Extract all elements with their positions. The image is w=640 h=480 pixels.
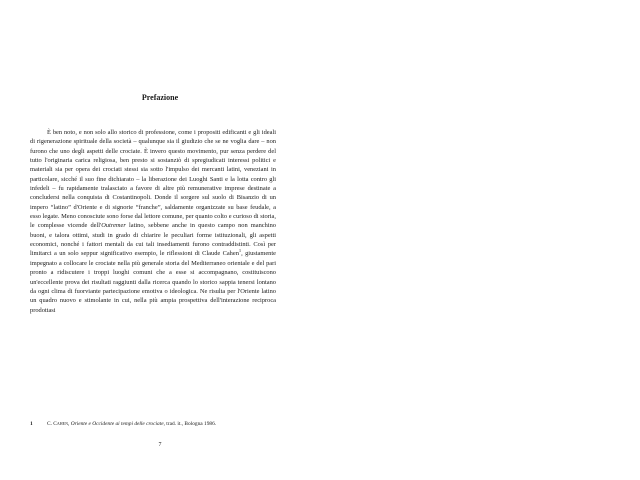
- body-text: [30, 128, 276, 315]
- body-text-part-2: latino, sebbene anche in questo campo non manchino buoni, e talora ottimi, studi in grado di chiarire le peculiari forme istituzionali, gli aspetti economici, nonché i fattori mentali da cui tali insediamenti furono contraddistinti. Così per limitarci a un solo seppur significativo esempio, le riflessioni di Claude Cahen: [30, 222, 276, 258]
- footnote: 1 C. Cahen, Oriente e Occidente ai tempi delle crociate, trad. it., Bologna 1986.: [30, 421, 217, 427]
- body-text-part-1: È ben noto, e non solo allo storico di professione, come i propositi edificanti e gli ideali di rigenerazione spirituale della società – qualunque sia il giudizio che se ne voglia dare – non furono che uno degli aspetti delle crociate. È invero questo movimento, pur senza perdere del tutto l'originaria carica religiosa, ben presto si sostanziò di spregiudicati interessi politici e materiali sia per opera dei crociati stessi sia sotto l'impulso dei mercanti latini, veneziani in particolare, sicché il suo fine dichiarato – la liberazione dei Luoghi Santi e la lotta contro gli infedeli – fu rapidamente tralasciato a favore di altre più remunerative imprese destinate a concludersi nella conquista di Costantinopoli. Donde il sorgere sul suolo di Bisanzio di un impero “latino” d'Oriente e di signorie “franche”, saldamente organizzate su base feudale, a esso legate. Meno conosciute sono forse dal lettore comune, per quanto colto e curioso di storia, le complesse vicende dell': [30, 129, 276, 230]
- body-text-part-3: , giustamente impegnato a collocare le crociate nella più generale storia del Mediterraneo orientale e del pari pronto a ridiscutere i troppi luoghi comuni che a esse si accompagnano, costituiscono un'eccellente prova dei risultati raggiunti dalla ricerca quando lo storico sappia tenersi lontano da ogni clima di fuorviante partecipazione emotiva o ideologica. Ne risulta per l'Oriente latino un quadro nuovo e stimolante in cui, nella più ampia prospettiva dell'interazione reciproca prodottasi: [30, 250, 276, 314]
- body-paragraph: [30, 128, 276, 315]
- page-number: 7: [158, 442, 162, 448]
- footnote-details: , trad. it., Bologna 1986.: [163, 421, 217, 427]
- chapter-heading: Prefazione: [141, 93, 179, 102]
- footnote-reference: 1: [238, 248, 242, 254]
- footnote-title: Oriente e Occidente ai tempi delle crociate: [70, 421, 164, 427]
- footnote-number: 1: [30, 421, 33, 427]
- italic-term: Outremer: [101, 222, 126, 230]
- footnote-author: C. Cahen: [47, 421, 68, 427]
